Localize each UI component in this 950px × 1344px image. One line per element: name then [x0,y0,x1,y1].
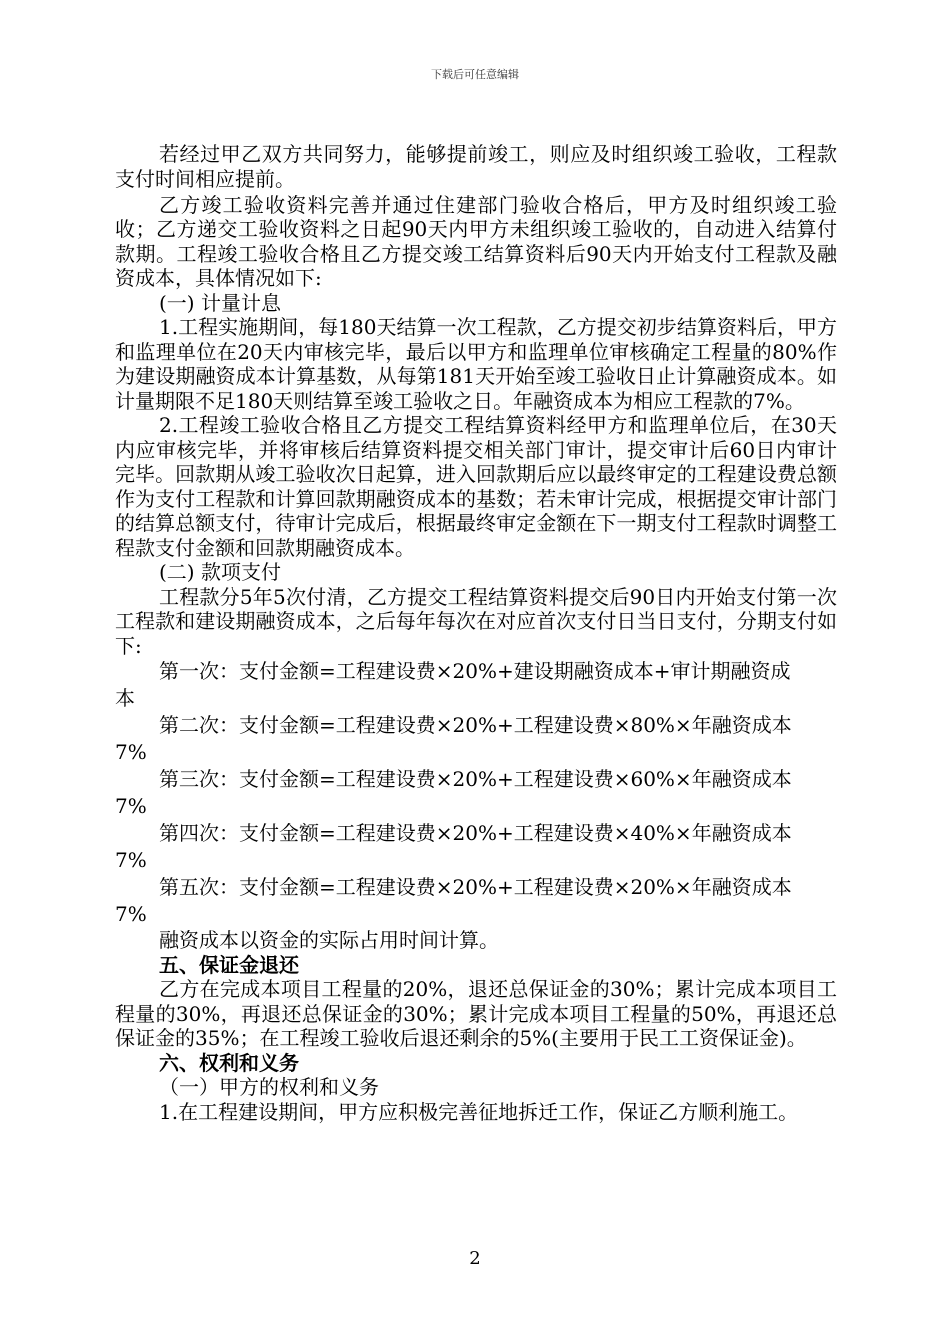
payment-4-formula: 第四次：支付金额=工程建设费×20%+工程建设费×40%×年融资成本 [159,821,792,845]
paragraph-early-completion: 若经过甲乙双方共同努力，能够提前竣工，则应及时组织竣工验收，工程款支付时间相应提前。 [115,142,837,191]
paragraph-acceptance: 乙方竣工验收资料完善并通过住建部门验收合格后，甲方及时组织竣工验收；乙方递交工验收资料之日起90天内甲方未组织竣工验收的，自动进入结算付款期。工程竣工验收合格且乙方提交竣工结算资料后90天内开始支付工程款及融资成本，具体情况如下: [115,192,837,290]
subheading-payment: (二) 款项支付 [159,560,281,584]
payment-3-formula: 第三次：支付金额=工程建设费×20%+工程建设费×60%×年融资成本 [159,767,792,791]
paragraph-financing-cost-time: 融资成本以资金的实际占用时间计算。 [159,928,499,952]
paragraph-payment-terms: 工程款分5年5次付清，乙方提交工程结算资料提交后90日内开始支付第一次工程款和建设期融资成本，之后每年每次在对应首次支付日当日支付，分期支付如下: [115,584,837,658]
payment-5-formula-cont: 7% [115,902,147,926]
subheading-measurement-interest: (一) 计量计息 [159,290,281,315]
paragraph-party-a-obligation-1: 1.在工程建设期间，甲方应积极完善征地拆迁工作，保证乙方顺利施工。 [159,1099,799,1124]
payment-1-formula-cont: 本 [115,686,135,710]
payment-2-formula: 第二次：支付金额=工程建设费×20%+工程建设费×80%×年融资成本 [159,713,792,737]
page-number: 2 [469,1248,481,1269]
subheading-party-a-rights: （一）甲方的权利和义务 [159,1075,379,1099]
paragraph-measurement-1: 1.工程实施期间，每180天结算一次工程款，乙方提交初步结算资料后，甲方和监理单位在20天内审核完毕，最后以甲方和监理单位审核确定工程量的80%作为建设期融资成本计算基数，从每第181天开始至竣工验收日止计算融资成本。如计量期限不足180天则结算至竣工验收之日。年融资成本为相应工程款的7%。 [115,315,837,413]
payment-2-formula-cont: 7% [115,740,147,764]
page-header-note: 下载后可任意编辑 [431,68,519,81]
paragraph-deposit-refund: 乙方在完成本项目工程量的20%，退还总保证金的30%；累计完成本项目工程量的30%，再退还总保证金的30%；累计完成本项目工程量的50%，再退还总保证金的35%；在工程竣工验收后退还剩余的5%(主要用于民工工资保证金)。 [115,977,837,1050]
payment-5-formula: 第五次：支付金额=工程建设费×20%+工程建设费×20%×年融资成本 [159,875,792,899]
payment-4-formula-cont: 7% [115,848,147,872]
document-body [115,142,837,1124]
section-heading-rights-obligations: 六、权利和义务 [159,1050,299,1075]
payment-schedule [115,658,837,928]
section-heading-deposit-refund: 五、保证金退还 [159,952,299,977]
payment-3-formula-cont: 7% [115,794,147,818]
paragraph-measurement-2: 2.工程竣工验收合格且乙方提交工程结算资料经甲方和监理单位后，在30天内应审核完毕，并将审核后结算资料提交相关部门审计，提交审计后60日内审计完毕。回款期从竣工验收次日起算，进入回款期后应以最终审定的工程建设费总额作为支付工程款和计算回款期融资成本的基数；若未审计完成，根据提交审计部门的结算总额支付，待审计完成后，根据最终审定金额在下一期支付工程款时调整工程款支付金额和回款期融资成本。 [115,413,837,560]
payment-1-formula: 第一次：支付金额=工程建设费×20%+建设期融资成本+审计期融资成 [159,659,791,683]
